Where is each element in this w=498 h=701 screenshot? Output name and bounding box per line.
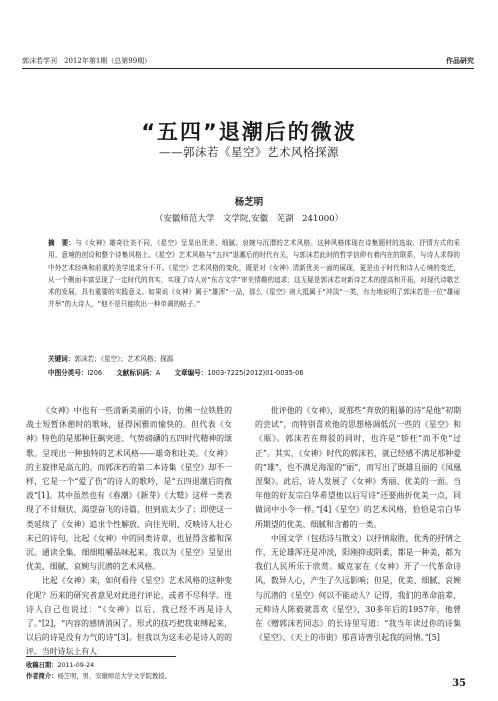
abstract-label: 摘 要： [48, 239, 76, 247]
body-paragraph: 比起《女神》来，如何看待《星空》艺术风格的这种变化呢？历来的研究者意见对此进行评论，或者不尽科学。连诗人自己也说过：“《女神》以后，我已经不再是诗人了。”[2]，“内容的感情消闲了。形式的技巧把我束缚起来，以后的诗是没有力气的诗”[3]。但我以为这未必是诗人的的评。当时诗坛上有人 [26, 576, 232, 657]
footnotes [26, 660, 426, 682]
body-paragraph: 《女神》中也有一些清新美丽的小诗，仿佛一位铁胜的战士短暂休憩时的歌咏，显得闲雅而愉快的。但代表《女神》特色的是那种狂飙突进、气势磅礴的五四时代精神的颂歌。呈现出一种独特的艺术风格——雄奇和壮美。《女神》的主旋律是高亢的。而郭沫若的第二本诗集《星空》却不一样，它是一个“爱了伤”的诗人的歌吟，是“五四退潮后的微波”[1]。其中虽然也有《春潮》《新芽》《大鹫》这样一类表现了不甘颓伏、渴望奋飞的诗篇，但到底太少了；即使这一类延续了《女神》追求个性解放、向往光明、反映诗人壮心未已的诗句，比起《女神》中的同类诗章，也显得含蓄和深沉。通读全集，细细咀嚼品味起来，我以为《星空》呈显出优美、细腻、哀婉与沉潜的艺术风格。 [26, 406, 232, 572]
keywords-label: 关键词： [48, 355, 75, 363]
keywords [48, 353, 460, 363]
abstract [48, 237, 460, 311]
body-paragraph: 批评他的《女神》，说那些“奔放的粗暴的诗”是他“初期的尝试”，而特别喜欢他的思想格调低沉一些的《星空》和《瓶》。郭沫若在辩驳的同时，也许是“矫枉”而不免“过正”。其实，《女神》时代的郭沫若，就已经感不满足那种爱的“雄”，也不满足海湿的“丽”，而写出了既雄且丽的《凤凰涅槃》。此后，诗人发展了《女神》秀丽、优美的一面。当年他的好友宗白华希望他以后写诗“还要曲折优美一点，同做词中小令一样。”[4]《星空》的艺术风格，恰恰是宗白华所期望的优美、细腻和含蓄的一类。 [255, 406, 461, 529]
running-header [22, 54, 474, 69]
received-date: 收稿日期：2011-09-24 [26, 662, 95, 669]
keywords-text: 郭沫若；《星空》；艺术风格；探源 [74, 355, 174, 363]
author-bio: 作者简介：杨芝明，男，安徽师范大学文学院教授。 [26, 673, 171, 680]
article-subtitle: ——郭沫若《星空》艺术风格探源 [159, 145, 339, 159]
section-name: 作品研究 [446, 56, 474, 65]
journal-info: 郭沫若学刊 2012年第1期（总第99期） [22, 57, 152, 65]
author-affiliation: （安徽师范大学 文学院,安徽 芜湖 241000） [154, 214, 344, 224]
article-number: 文章编号：1003-7225(2012)01-0035-06 [174, 369, 304, 377]
clc-number: 中图分类号：I206 [48, 369, 103, 377]
body-paragraph: 中国文学（包括诗与散文）以抒情取胜，优秀的抒情之作，无论雄浑还是冲淡，阳刚抑或阴柔，都是一种美，都为我们人民所乐于欣赏。臧克家在《女神》开了一代革命诗风，数异人心，产生了久远影响；但是，优美、细腻、哀婉与沉潜的《星空》何以不能动人？记得，我们的革命前辈、元帅诗人陈毅就喜欢《星空》，30多年后的1957年，他曾在《赠郭沫若同志》的长诗里写道：“我当年读过你的诗集《星空》、《天上的市街》那首诗曾引起我的同情。”[5] [255, 533, 461, 643]
article-title: “五四”退潮后的微波 [141, 120, 357, 144]
abstract-text: 与《女神》雄奇壮美不同，《星空》呈显出优美、细腻、哀婉与沉潜的艺术风格。这种风格体现在诗集题材的选取、抒情方式的采用、意境的创设和整个诗集风格上。《星空》艺术风格与“五四”退潮后的时代有关，与郭沫若此时的哲学信仰有着内在的联系，与诗人求得的中外艺术经典和前重的美学追求分不开。《星空》艺术风格的变化，既是对《女神》清新优美一面的展现，更是由于时代和诗人心境的变迁，从一个侧面丰富呈现了一定时代的真实，实现了诗人对“东方文学”审美情趣的追求；这无疑是郭沫若对新诗艺术的提高和开拓，对现代诗歌艺术的发展，具有重要的实践意义。如果说《女神》属于“雄浑”一品，那么《星空》则大抵属于“冲淡”一类，有力地说明了郭沫若是一位“雄丽并举”的大诗人，“他不是只能吹出一种单调的帖子。” [48, 239, 460, 309]
page-number: 35 [452, 678, 466, 689]
classification-line [48, 367, 460, 377]
body-left-column [26, 404, 232, 660]
author-name: 杨芝明 [234, 197, 264, 208]
body-right-column [255, 404, 461, 645]
footnote-divider [26, 656, 176, 657]
document-code: 文献标识码：A [116, 369, 161, 377]
